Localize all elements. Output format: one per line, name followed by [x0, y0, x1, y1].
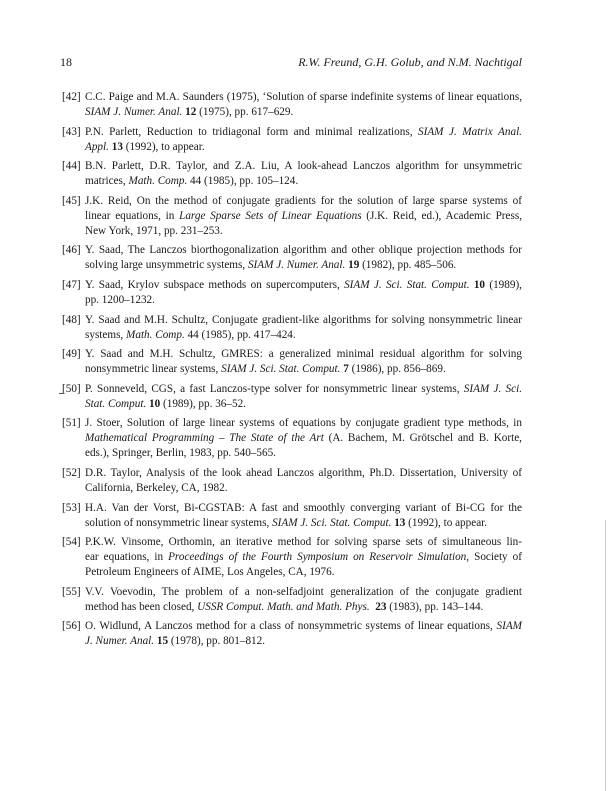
- reference-entry: [62, 619, 522, 649]
- scan-edge: [605, 520, 606, 791]
- reference-label: [43]: [62, 125, 81, 138]
- reference-text: (1989), pp. 36–52.: [160, 397, 246, 410]
- italic-text: Math. Comp.: [128, 175, 188, 188]
- reference-text: California, Berkeley, CA, 1982.: [85, 481, 228, 494]
- reference-line: [85, 565, 522, 580]
- reference-entry: [62, 382, 522, 412]
- reference-line: [85, 466, 522, 481]
- reference-text: P.N. Parlett, Reduction to tridiagonal form and minimal realizations,: [85, 125, 419, 138]
- reference-text: (1975), pp. 617–629.: [196, 106, 294, 118]
- reference-line: [85, 313, 522, 328]
- page-number: 18: [60, 55, 72, 69]
- reference-line: [85, 209, 522, 224]
- reference-text: solving large unsymmetric systems,: [85, 259, 248, 272]
- reference-line: [85, 600, 522, 615]
- reference-text: V.V. Voevodin, The problem of a non-selfadjoint generalization of the conjugate gradient: [85, 585, 522, 598]
- reference-entry: [62, 416, 522, 461]
- reference-text: Y. Saad and M.H. Schultz, Conjugate gradient-like algorithms for solving nonsymmetric linear: [85, 313, 522, 326]
- reference-line: [85, 535, 522, 550]
- reference-entry: [62, 585, 522, 615]
- reference-line: [85, 159, 522, 174]
- reference-text: P.K.W. Vinsome, Orthomin, an iterative method for solving sparse sets of simultaneous lin-: [85, 536, 522, 549]
- reference-label: [44]: [62, 160, 81, 173]
- reference-text: Y. Saad, The Lanczos biorthogonalization algorithm and other oblique projection methods for: [85, 244, 522, 257]
- bold-text: 23: [369, 600, 387, 613]
- reference-text: (1978), pp. 801–812.: [168, 635, 266, 648]
- reference-label: [42]: [62, 91, 81, 103]
- reference-label: [56]: [62, 620, 81, 633]
- reference-text: systems,: [85, 328, 127, 341]
- reference-line: [85, 90, 522, 105]
- italic-text: SIAM J. Numer. Anal.: [85, 106, 183, 118]
- reference-label: [47]: [62, 278, 81, 291]
- italic-text: Mathematical Programming – The State of the Art: [85, 432, 324, 445]
- reference-entry: [62, 125, 522, 155]
- reference-line: [85, 382, 522, 397]
- reference-entry: [62, 243, 522, 273]
- reference-line: [85, 416, 522, 431]
- reference-line: [85, 278, 522, 293]
- reference-text: New York, 1971, pp. 231–253.: [85, 224, 223, 237]
- reference-text: C.C. Paige and M.A. Saunders (1975), ‘Solution of sparse indefinite systems of linear equations,: [85, 91, 522, 103]
- reference-entry: [62, 501, 522, 531]
- reference-text: linear equations, in: [85, 209, 180, 222]
- reference-line: [85, 125, 522, 140]
- reference-label: [51]: [62, 417, 81, 430]
- reference-entry: [62, 313, 522, 343]
- reference-text: matrices,: [85, 175, 129, 188]
- bold-text: 13: [108, 140, 123, 153]
- reference-line: [85, 174, 522, 189]
- reference-text: Petroleum Engineers of AIME, Los Angeles, CA, 1976.: [85, 566, 335, 579]
- italic-text: Appl.: [85, 140, 109, 153]
- italic-text: SIAM J. Sci. Stat. Comput.: [221, 363, 341, 376]
- reference-entry: [62, 90, 522, 120]
- reference-text: J. Stoer, Solution of large linear systems of equations by conjugate gradient type methods, in: [85, 417, 522, 430]
- reference-text: solution of nonsymmetric linear systems,: [85, 516, 273, 529]
- reference-label: [53]: [62, 501, 81, 514]
- reference-text: (1989),: [485, 278, 522, 291]
- reference-entry: [62, 466, 522, 496]
- reference-line: [85, 397, 522, 412]
- reference-text: pp. 1200–1232.: [85, 293, 155, 306]
- reference-text: nonsymmetric linear systems,: [85, 363, 222, 376]
- reference-text: (1992), to appear.: [405, 516, 488, 529]
- reference-text: (1982), pp. 485–506.: [359, 259, 457, 272]
- reference-label: [49]: [62, 348, 81, 361]
- reference-label: [52]: [62, 466, 81, 479]
- reference-text: ear equations, in: [85, 551, 169, 564]
- reference-label: [50]: [62, 382, 81, 395]
- reference-text: P. Sonneveld, CGS, a fast Lanczos-type solver for nonsymmetric linear systems,: [85, 382, 464, 395]
- reference-line: [85, 224, 522, 239]
- reference-line: [85, 258, 522, 273]
- reference-text: Y. Saad and M.H. Schultz, GMRES: a generalized minimal residual algorithm for solving: [85, 348, 522, 361]
- italic-text: Large Sparse Sets of Linear Equations: [179, 209, 362, 222]
- reference-label: [48]: [62, 313, 81, 326]
- reference-text: B.N. Parlett, D.R. Taylor, and Z.A. Liu, A look-ahead Lanczos algorithm for unsymmetric: [85, 160, 522, 173]
- reference-text: Y. Saad, Krylov subspace methods on supercomputers,: [85, 278, 345, 291]
- reference-line: [85, 585, 522, 600]
- reference-text: 44 (1985), pp. 417–424.: [184, 328, 296, 341]
- running-head: R.W. Freund, G.H. Golub, and N.M. Nachtigal: [298, 55, 522, 69]
- reference-entry: [62, 159, 522, 189]
- reference-label: [55]: [62, 585, 81, 598]
- italic-text: Proceedings of the Fourth Symposium on Reservoir Simulation: [168, 551, 467, 564]
- reference-line: [85, 105, 522, 120]
- reference-line: [85, 194, 522, 209]
- bold-text: 7: [340, 363, 349, 376]
- bold-text: 13: [391, 516, 406, 529]
- bold-text: 10: [469, 278, 486, 291]
- reference-line: [85, 140, 522, 155]
- reference-text: eds.), Springer, Berlin, 1983, pp. 540–565.: [85, 447, 276, 460]
- reference-line: [85, 347, 522, 362]
- reference-line: [85, 550, 522, 565]
- reference-line: [85, 501, 522, 516]
- reference-line: [85, 516, 522, 531]
- reference-text: (1992), to appear.: [122, 140, 205, 153]
- italic-text: Math. Comp.: [126, 328, 185, 341]
- reference-text: H.A. Van der Vorst, Bi-CGSTAB: A fast and smoothly converging variant of Bi-CG for the: [85, 501, 522, 514]
- reference-line: [85, 481, 522, 496]
- reference-line: [85, 446, 522, 461]
- italic-text: SIAM J. Sci. Stat. Comput.: [272, 516, 392, 529]
- reference-text: (1983), pp. 143–144.: [386, 600, 484, 613]
- reference-entry: [62, 194, 522, 239]
- reference-text: (A. Bachem, M. Grötschel and B. Korte,: [323, 432, 522, 445]
- bold-text: 19: [345, 259, 360, 272]
- reference-entry: [62, 535, 522, 580]
- bold-text: 10: [146, 397, 161, 410]
- italic-text: SIAM J. Sci. Stat. Comput.: [344, 278, 470, 291]
- italic-text: USSR Comput. Math. and Math. Phys.: [197, 600, 370, 613]
- reference-line: [85, 293, 522, 308]
- italic-text: J. Numer. Anal.: [85, 635, 155, 648]
- reference-text: method has been closed,: [85, 600, 198, 613]
- reference-entry: [62, 347, 522, 377]
- reference-line: [85, 619, 522, 634]
- reference-line: [85, 431, 522, 446]
- reference-line: [85, 362, 522, 377]
- reference-text: D.R. Taylor, Analysis of the look ahead Lanczos algorithm, Ph.D. Dissertation, University of: [85, 466, 522, 479]
- reference-list: [62, 90, 522, 654]
- italic-text: SIAM J. Matrix Anal.: [418, 125, 522, 138]
- italic-text: SIAM: [496, 620, 522, 633]
- reference-text: , Society of: [466, 551, 522, 564]
- reference-line: [85, 243, 522, 258]
- italic-text: SIAM J. Numer. Anal.: [247, 259, 346, 272]
- reference-entry: [62, 278, 522, 308]
- italic-text: SIAM J. Sci.: [463, 382, 522, 395]
- italic-text: Stat. Comput.: [85, 397, 147, 410]
- reference-text: J.K. Reid, On the method of conjugate gradients for the solution of large sparse systems of: [85, 194, 522, 207]
- reference-text: O. Widlund, A Lanczos method for a class of nonsymmetric systems of linear equations,: [85, 620, 497, 633]
- bold-text: 12: [182, 106, 197, 118]
- reference-text: (1986), pp. 856–869.: [348, 363, 446, 376]
- bold-text: 15: [154, 635, 169, 648]
- reference-text: (J.K. Reid, ed.), Academic Press,: [361, 209, 522, 222]
- reference-label: [54]: [62, 536, 81, 549]
- reference-label: [46]: [62, 244, 81, 257]
- reference-text: 44 (1985), pp. 105–124.: [187, 175, 299, 188]
- reference-line: [85, 634, 522, 649]
- reference-label: [45]: [62, 194, 81, 207]
- reference-line: [85, 328, 522, 343]
